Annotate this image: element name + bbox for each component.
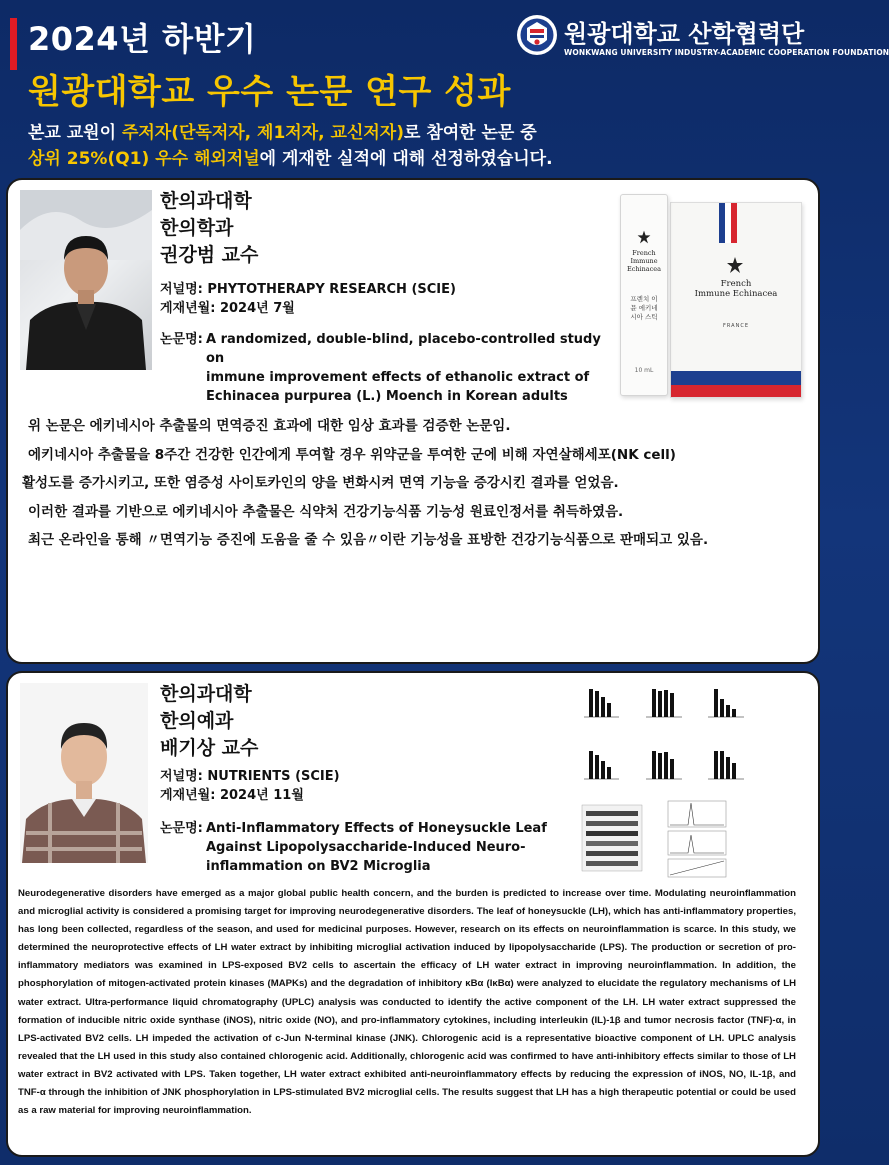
professor-info [160,188,258,269]
description-line: 최근 온라인을 통해 〃면역기능 증진에 도움을 줄 수 있음〃이란 기능성을 표방한 건강기능식품으로 판매되고 있음. [28,532,709,548]
person-portrait-icon [20,683,148,863]
publication-date: 게재년월: 2024년 11월 [160,788,304,803]
intro-text [28,120,553,172]
stick-korean-text: 프렌치 이뮨 에키네시아 스틱 [630,295,658,321]
paper-title-text [206,819,547,876]
intro-line-1 [28,120,553,146]
description-line: 이러한 결과를 기반으로 에키네시아 추출물은 식약처 건강기능식품 기능성 원료인정서를 취득하였음. [28,503,624,520]
paper-title-line: A randomized, double-blind, placebo-controlled study on [206,332,601,366]
intro-text-a: 본교 교원이 [28,123,122,143]
university-emblem-icon [516,14,558,56]
product-image [608,194,808,404]
stick-volume: 10 mL [634,367,654,374]
college-name: 한의과대학 [160,683,252,705]
intro-highlight-1: 주저자(단독저자, 제1저자, 교신저자) [121,123,404,143]
western-blot-figure [582,805,642,871]
description-line: 위 논문은 에키네시아 추출물의 면역증진 효과에 대한 임상 효과를 검증한 논문임. [28,418,511,434]
box-text: French [720,279,752,289]
person-portrait-icon [20,190,152,370]
paper-title-text [206,330,610,406]
stick-text: Echinacea [626,265,662,273]
paper-abstract: Neurodegenerative disorders have emerged as a major global public health concern, and the burden is predicted to increase over time. Modulating neuroinflammation and microglial activity is considered a promising target for improving neurodegenerative disorders. The leaf of honeysuckle (LH), which has anti-inflammatory properties, has long been collected, regardless of the season, and used for medicinal purposes. However, research on its effects on neuroinflammation is scarce. In this study, we determined the neuroprotective effects of LH water extract by inhibiting microglial activation induced by lipopolysaccharide (LPS). The production or secretion of pro-inflammatory mediators was examined in LPS-exposed BV2 cells to ascertain the efficacy of LH water extract in improving neuroinflammation. In addition, the phosphorylation of mitogen-activated protein kinases (MAPKs) and the degradation of inhibitory κBα (IκBα) were analyzed to elucidate the regulatory mechanisms of LH water extract. Ultra-performance liquid chromatography (UPLC) analysis was conducted to identify the active component of the LH. LH water extract suppressed the formation of inducible nitric oxide synthase (iNOS), nitric oxide (NO), and pro-inflammatory cytokines, including interleukin (IL)-1β and tumor necrosis factor (TNF)-α, in LPS-activated BV2 cells. LH impeded the activation of c-Jun N-terminal kinase (JNK). Chlorogenic acid is a representative bioactive component of LH. UPLC analysis revealed that the LH used in this study also contained chlorogenic acid. Additionally, chlorogenic acid was confirmed to have anti-inhibitory effects similar to those of LH water extract in BV2 activated with LPS. Taken together, LH water extract exhibited anti-neuroinflammatory effects by reducing the expression of iNOS, NO, IL-1β, and TNF-α through the inhibition of JNK phosphorylation in LPS-stimulated BV2 microglial cells. The results suggest that LH has a high therapeutic potential or could be used as a raw material for improving neuroinflammation. [18,888,796,1117]
paper-label: 논문명: [160,332,203,347]
org-name: 원광대학교 산학협력단 [564,20,805,48]
flower-icon [636,229,652,245]
paper-title [160,819,560,879]
page-subtitle: 원광대학교 우수 논문 연구 성과 [28,72,511,112]
paper-label: 논문명: [160,821,203,836]
flower-icon [725,255,745,275]
product-stick [620,194,668,396]
chromatogram-figure [668,801,726,877]
description-line: 활성도를 증가시키고, 또한 염증성 사이토카인의 양을 변화시켜 면역 기능을 증강시킨 결과를 얻었음. [22,475,619,491]
journal-name: 저널명: PHYTOTHERAPY RESEARCH (SCIE) [160,282,456,297]
journal-meta [160,767,340,805]
professor-name: 권강범 교수 [160,244,259,266]
journal-name: 저널명: NUTRIENTS (SCIE) [160,769,340,784]
page-title: 2024년 하반기 [28,20,257,58]
department-name: 한의학과 [160,217,234,239]
org-english-name: WONKWANG UNIVERSITY INDUSTRY-ACADEMIC COOPERATION FOUNDATION [564,48,889,57]
paper-title-line: Echinacea purpurea (L.) Moench in Korean adults [206,389,568,404]
stick-text: French [632,249,656,257]
paper-card-1 [6,178,820,664]
title-accent-bar [10,18,17,70]
paper-description [22,412,802,555]
publication-date: 게재년월: 2024년 7월 [160,301,295,316]
research-figures [564,679,804,879]
bar-figure [584,689,744,779]
college-name: 한의과대학 [160,190,252,212]
paper-title-line: immune improvement effects of ethanolic extract of [206,370,590,385]
paper-title [160,330,610,404]
professor-photo [20,190,152,370]
paper-title-line: Against Lipopolysaccharide-Induced Neuro- [206,840,526,855]
professor-info [160,681,258,762]
paper-card-2 [6,671,820,1157]
description-line: 에키네시아 추출물을 8주간 건강한 인간에게 투여할 경우 위약군을 투여한 군에 비해 자연살해세포(NK cell) [28,446,676,463]
intro-text-c: 에 게재한 실적에 대해 선정하였습니다. [259,149,553,169]
professor-name: 배기상 교수 [160,737,259,759]
intro-text-b: 로 참여한 논문 중 [403,123,537,143]
journal-meta [160,280,456,318]
paper-title-line: Anti-Inflammatory Effects of Honeysuckle Leaf [206,821,547,836]
intro-line-2 [28,146,553,172]
paper-title-line: inflammation on BV2 Microglia [206,859,431,874]
university-logo [516,14,889,60]
professor-photo [20,683,148,863]
box-country: FRANCE [723,323,749,329]
box-text: Immune Echinacea [694,289,778,299]
intro-highlight-2: 상위 25%(Q1) 우수 해외저널 [28,149,260,169]
department-name: 한의예과 [160,710,234,732]
stick-text: Immune [630,257,658,265]
product-box [670,202,802,398]
